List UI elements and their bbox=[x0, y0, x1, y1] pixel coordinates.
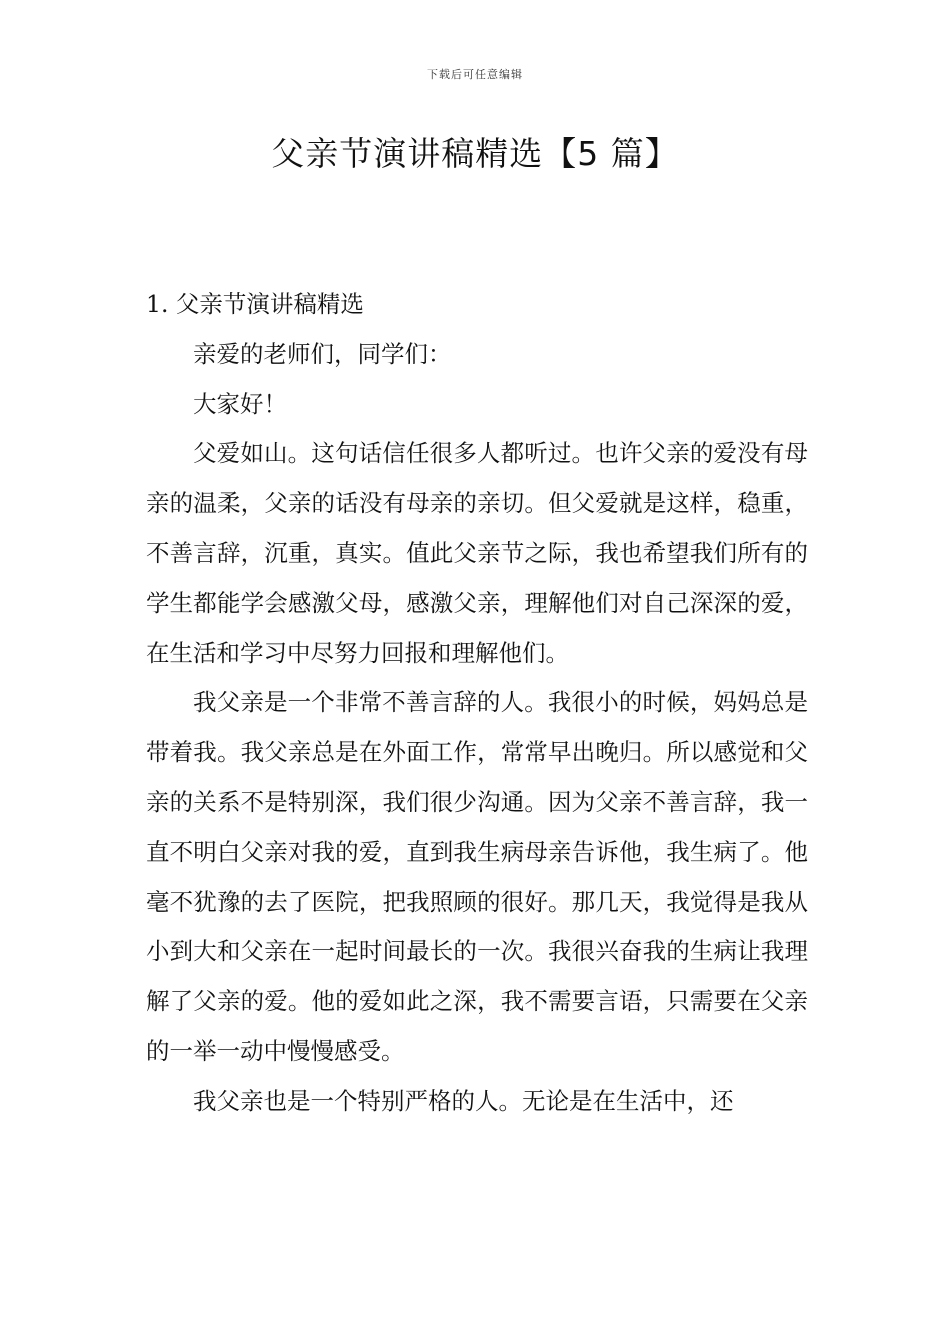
header-note: 下载后可任意编辑 bbox=[427, 68, 523, 81]
document-body bbox=[146, 280, 808, 1127]
paragraph-body: 父爱如山。这句话信任很多人都听过。也许父亲的爱没有母亲的温柔，父亲的话没有母亲的亲切。但父爱就是这样，稳重，不善言辞，沉重，真实。值此父亲节之际，我也希望我们所有的学生都能学会感激父母，感激父亲，理解他们对自己深深的爱，在生活和学习中尽努力回报和理解他们。 bbox=[146, 439, 808, 667]
paragraph-hello: 大家好！ bbox=[193, 389, 287, 418]
section-heading: 1. 父亲节演讲稿精选 bbox=[146, 290, 364, 318]
paragraph-body: 我父亲是一个非常不善言辞的人。我很小的时候，妈妈总是带着我。我父亲总是在外面工作，常常早出晚归。所以感觉和父亲的关系不是特别深，我们很少沟通。因为父亲不善言辞，我一直不明白父亲对我的爱，直到我生病母亲告诉他，我生病了。他毫不犹豫的去了医院，把我照顾的很好。那几天，我觉得是我从小到大和父亲在一起时间最长的一次。我很兴奋我的生病让我理解了父亲的爱。他的爱如此之深，我不需要言语，只需要在父亲的一举一动中慢慢感受。 bbox=[146, 688, 808, 1065]
document-title: 父亲节演讲稿精选【5 篇】 bbox=[271, 134, 679, 173]
paragraph-body: 我父亲也是一个特别严格的人。无论是在生活中，还 bbox=[193, 1086, 734, 1115]
paragraph-greeting: 亲爱的老师们，同学们： bbox=[193, 339, 452, 368]
